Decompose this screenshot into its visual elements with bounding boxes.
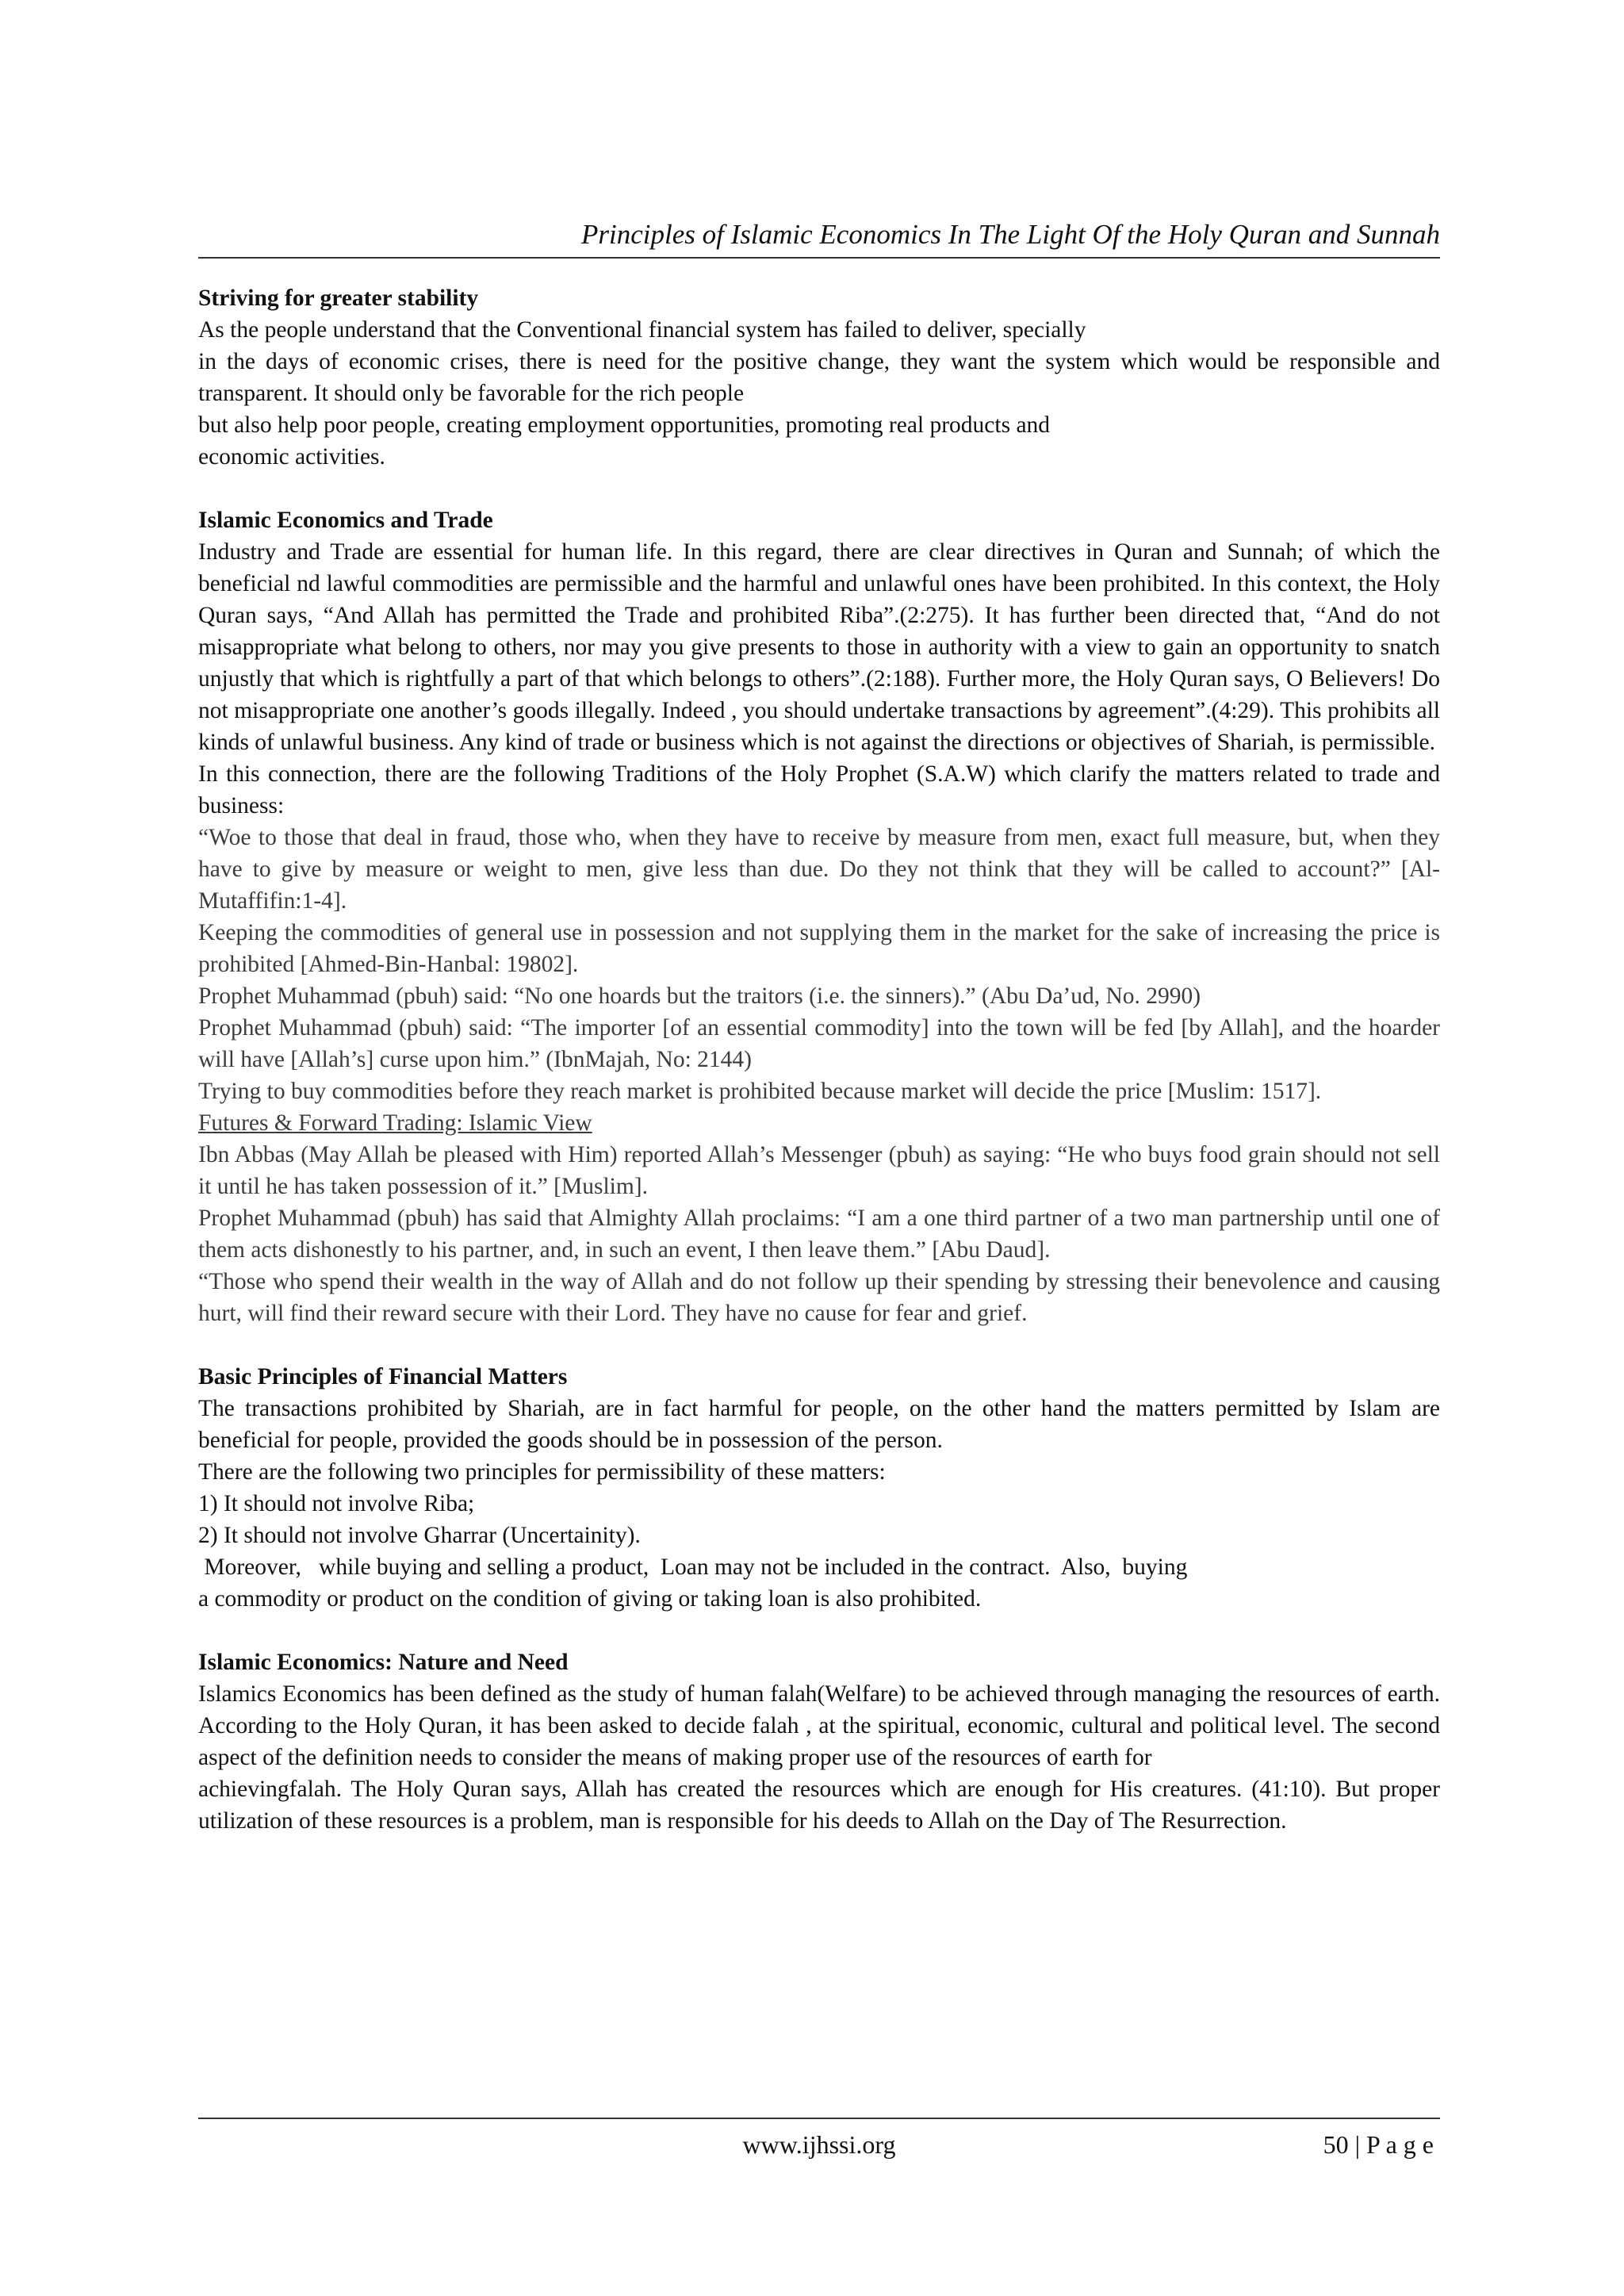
page-footer [198, 2118, 1440, 2164]
quote: Trying to buy commodities before they reach market is prohibited because market will decide the price [Muslim: 1517]. [198, 1079, 1322, 1104]
section-heading-trade: Islamic Economics and Trade [198, 508, 493, 533]
paragraph-line: but also help poor people, creating employment opportunities, promoting real products and [198, 412, 1051, 438]
running-header-title: Principles of Islamic Economics In The Light Of the Holy Quran and Sunnah [581, 219, 1440, 250]
subheading-futures: Futures & Forward Trading: Islamic View [198, 1110, 592, 1136]
quote: “Those who spend their wealth in the way of Allah and do not follow up their spending by stressing their benevolence and causing hurt, will find their reward secure with their Lord. They have no cause for fear and grief. [198, 1269, 1440, 1326]
quote: Prophet Muhammad (pbuh) said: “The importer [of an essential commodity] into the town will be fed [by Allah], and the hoarder will have [Allah’s] curse upon him.” (IbnMajah, No: 2144) [198, 1015, 1440, 1072]
quote: Prophet Muhammad (pbuh) said: “No one hoards but the traitors (i.e. the sinners).” (Abu Da’ud, No. 2990) [198, 983, 1201, 1009]
section-heading-stability: Striving for greater stability [198, 286, 479, 311]
paragraph-line: economic activities. [198, 444, 385, 470]
paragraph: Industry and Trade are essential for human life. In this regard, there are clear directives in Quran and Sunnah; of which the beneficial nd lawful commodities are permissible and the harmful and unlawful ones have been prohibited. In this context, the Holy Quran says, “And Allah has permitted the Trade and prohibited Riba”.(2:275). It has further been directed that, “And do not misappropriate what belong to others, nor may you give presents to those in authority with a view to gain an opportunity to snatch unjustly that which is rightfully a part of that which belongs to others”.(2:188). Further more, the Holy Quran says, O Believers! Do not misappropriate one another’s goods illegally. Indeed , you should undertake transactions by agreement”.(4:29). This prohibits all kinds of unlawful business. Any kind of trade or business which is not against the directions or objectives of Shariah, is permissible. [198, 539, 1440, 755]
list-item: 1) It should not involve Riba; [198, 1491, 475, 1516]
section-heading-financial-principles: Basic Principles of Financial Matters [198, 1364, 568, 1389]
running-header [198, 216, 1440, 259]
paragraph: in the days of economic crises, there is need for the positive change, they want the system which would be responsible and transparent. It should only be favorable for the rich people [198, 349, 1440, 406]
paragraph-line: As the people understand that the Conventional financial system has failed to deliver, specially [198, 317, 1086, 343]
quote: Ibn Abbas (May Allah be pleased with Him) reported Allah’s Messenger (pbuh) as saying: “He who buys food grain should not sell it until he has taken possession of it.” [Muslim]. [198, 1142, 1440, 1199]
paragraph: The transactions prohibited by Shariah, are in fact harmful for people, on the other hand the matters permitted by Islam are beneficial for people, provided the goods should be in possession of the person. [198, 1396, 1440, 1453]
paragraph-line: a commodity or product on the condition of giving or taking loan is also prohibited. [198, 1586, 982, 1612]
paragraph: In this connection, there are the following Traditions of the Holy Prophet (S.A.W) which clarify the matters related to trade and business: [198, 761, 1440, 818]
quote: “Woe to those that deal in fraud, those who, when they have to receive by measure from men, exact full measure, but, when they have to give by measure or weight to men, give less than due. Do they not think that they will be called to account?” [Al-Mutaffifin:1-4]. [198, 825, 1440, 914]
footer-url: www.ijhssi.org [742, 2130, 896, 2159]
journal-page [198, 0, 1440, 2296]
page-number: 50 | P a g e [1323, 2130, 1434, 2159]
quote: Prophet Muhammad (pbuh) has said that Almighty Allah proclaims: “I am a one third partner of a two man partnership until one of them acts dishonestly to his partner, and, in such an event, I then leave them.” [Abu Daud]. [198, 1205, 1440, 1263]
section-heading-nature-need: Islamic Economics: Nature and Need [198, 1650, 569, 1675]
list-item: 2) It should not involve Gharrar (Uncertainity). [198, 1523, 641, 1548]
article-body [198, 282, 1440, 1837]
paragraph: achievingfalah. The Holy Quran says, Allah has created the resources which are enough for His creatures. (41:10). But proper utilization of these resources is a problem, man is responsible for his deeds to Allah on the Day of The Resurrection. [198, 1777, 1440, 1834]
paragraph: Islamics Economics has been defined as the study of human falah(Welfare) to be achieved through managing the resources of earth. According to the Holy Quran, it has been asked to decide falah , at the spiritual, economic, cultural and political level. The second aspect of the definition needs to consider the means of making proper use of the resources of earth for [198, 1681, 1440, 1770]
paragraph: There are the following two principles for permissibility of these matters: [198, 1459, 886, 1485]
quote: Keeping the commodities of general use in possession and not supplying them in the market for the sake of increasing the price is prohibited [Ahmed-Bin-Hanbal: 19802]. [198, 920, 1440, 977]
paragraph-line: Moreover, while buying and selling a product, Loan may not be included in the contract. Also, buying [198, 1554, 1188, 1580]
